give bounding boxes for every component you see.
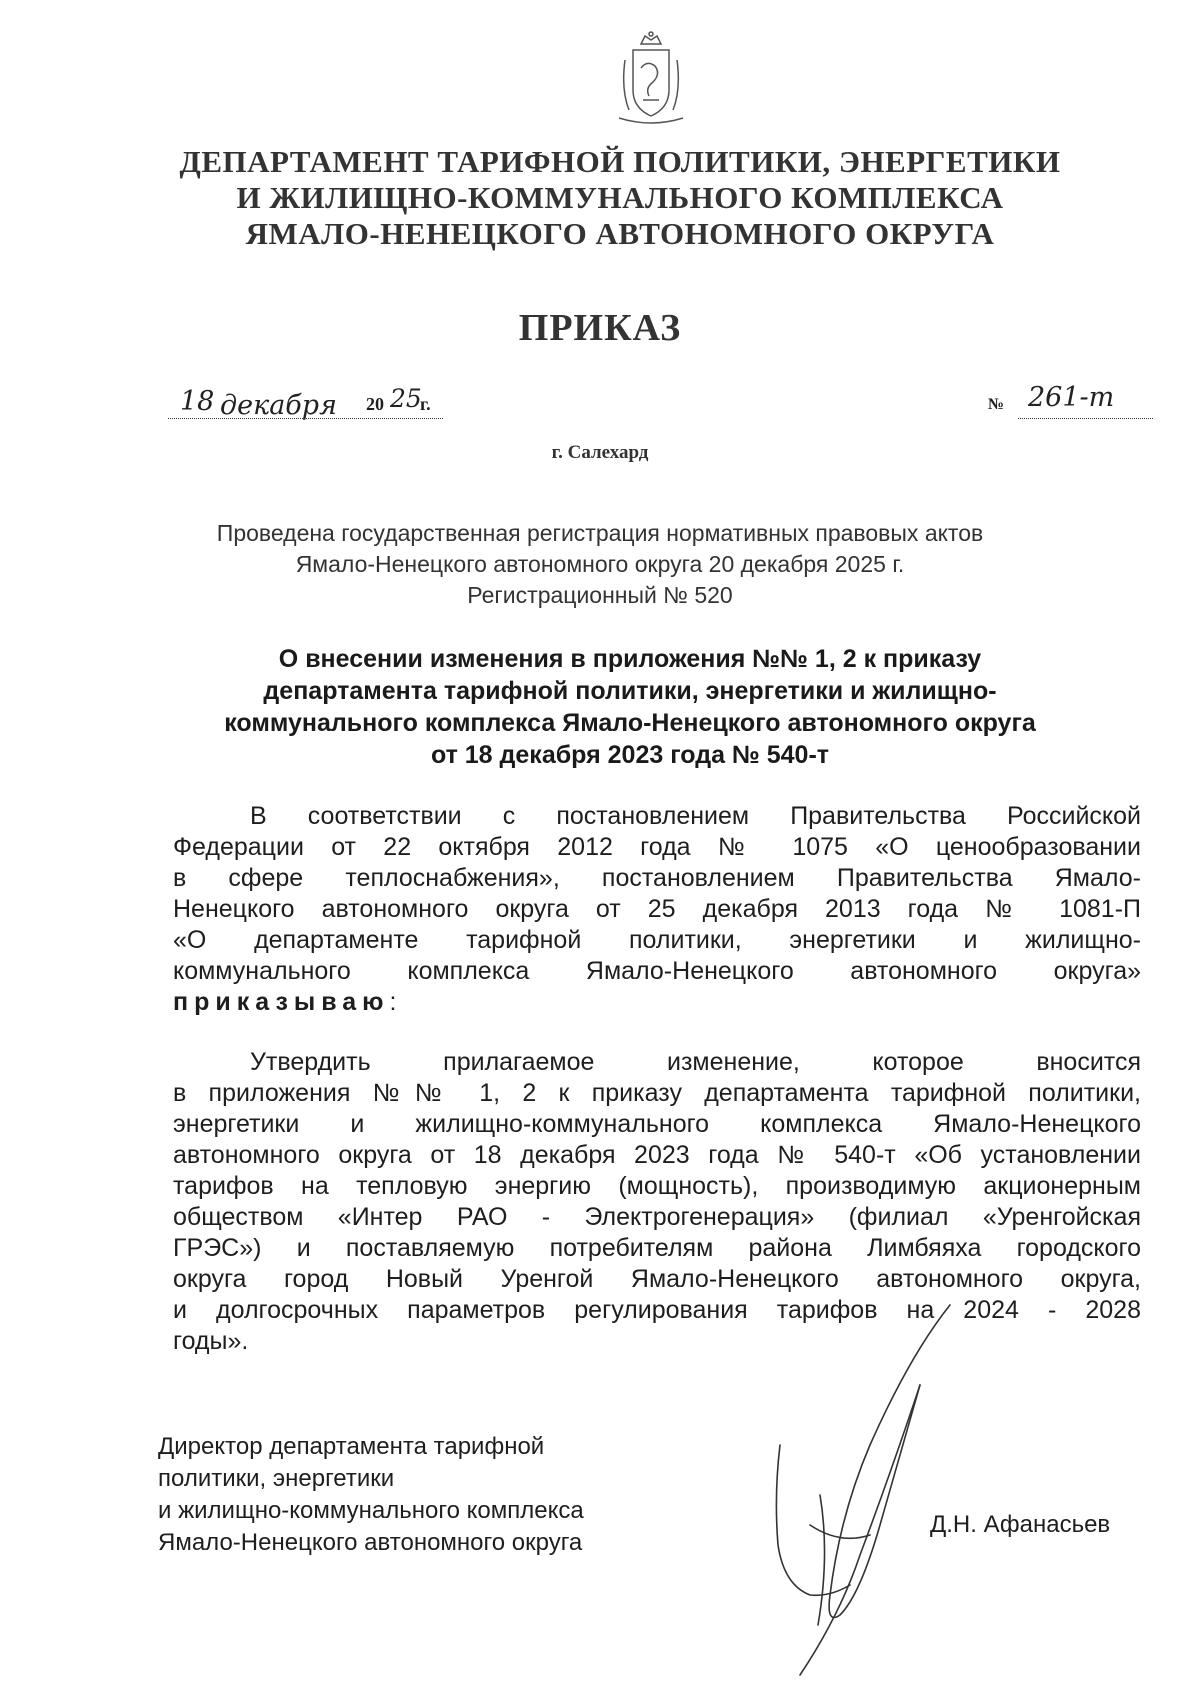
decree-line <box>173 987 1141 1017</box>
department-name-line-2: И ЖИЛИЩНО-КОММУНАЛЬНОГО КОМПЛЕКСА <box>236 180 1004 215</box>
signer-position-line: и жилищно-коммунального комплекса <box>158 1497 584 1524</box>
subject-line-1: О внесении изменения в приложения №№ 1, 2 к приказу <box>278 645 982 673</box>
order-number <box>988 382 1158 428</box>
date-day: 18 <box>180 386 215 417</box>
subject-line-2: департамента тарифной политики, энергетики и жилищно- <box>263 677 997 705</box>
paragraph2-line: автономного округа от 18 декабря 2023 года № 540-т «Об установлении <box>173 1141 1141 1169</box>
document-type-title: ПРИКАЗ <box>518 307 682 349</box>
date-underline <box>168 418 443 419</box>
signer-position-line: Директор департамента тарифной <box>158 1433 545 1460</box>
decree-word: приказываю <box>173 988 390 1016</box>
coat-of-arms-icon <box>611 30 691 130</box>
paragraph1-line: Федерации от 22 октября 2012 года № 1075 «О ценообразовании <box>173 833 1141 861</box>
decree-colon: : <box>389 988 397 1016</box>
subject-line-4: от 18 декабря 2023 года № 540-т <box>430 741 830 769</box>
paragraph1-line: в сфере теплоснабжения», постановлением Правительства Ямало- <box>173 864 1141 892</box>
paragraph2-line: и долгосрочных параметров регулирования тарифов на 2024 - 2028 <box>173 1296 1141 1324</box>
handwritten-signature-icon <box>760 1295 960 1695</box>
paragraph1-line: Ненецкого автономного округа от 25 декабря 2013 года № 1081-П <box>173 895 1141 923</box>
paragraph2-line: Утвердить прилагаемое изменение, которое вносится <box>250 1048 1141 1076</box>
city: г. Салехард <box>551 442 649 463</box>
date-year-unit: г. <box>420 394 431 414</box>
subject-line-3: коммунального комплекса Ямало-Ненецкого автономного округа <box>224 709 1036 737</box>
paragraph2-line: обществом «Интер РАО - Электрогенерация» (филиал «Уренгойская <box>173 1203 1141 1231</box>
paragraph2-line: ГРЭС») и поставляемую потребителям района Лимбяяха городского <box>173 1234 1141 1262</box>
paragraph2-line: тарифов на тепловую энергию (мощность), производимую акционерным <box>173 1172 1141 1200</box>
paragraph1-line: «О департаменте тарифной политики, энергетики и жилищно- <box>173 926 1141 954</box>
paragraph2-line: в приложения №№ 1, 2 к приказу департамента тарифной политики, <box>173 1079 1141 1107</box>
department-name-line-1: ДЕПАРТАМЕНТ ТАРИФНОЙ ПОЛИТИКИ, ЭНЕРГЕТИКИ <box>179 144 1061 179</box>
registration-line-1: Проведена государственная регистрация нормативных правовых актов <box>216 520 984 546</box>
signer-position-line: Ямало-Ненецкого автономного округа <box>158 1529 583 1556</box>
paragraph2-line: округа город Новый Уренгой Ямало-Ненецкого автономного округа, <box>173 1265 1141 1293</box>
number-label: № <box>988 396 1005 413</box>
date-year-prefix: 20 <box>366 394 384 414</box>
order-date <box>168 382 448 428</box>
date-year-suffix: 25 <box>390 384 422 413</box>
paragraph1-line: коммунального комплекса Ямало-Ненецкого автономного округа» <box>173 957 1141 985</box>
paragraph1-line: В соответствии с постановлением Правительства Российской <box>250 802 1141 830</box>
signer-position-line: политики, энергетики <box>158 1465 395 1492</box>
paragraph2-line: энергетики и жилищно-коммунального комплекса Ямало-Ненецкого <box>173 1110 1141 1138</box>
number-underline <box>1018 418 1153 419</box>
date-month: декабря <box>220 390 337 421</box>
signer-name: Д.Н. Афанасьев <box>930 1511 1111 1538</box>
registration-line-2: Ямало-Ненецкого автономного округа 20 декабря 2025 г. <box>295 551 905 577</box>
number-value: 261-т <box>1028 382 1115 413</box>
department-name-line-3: ЯМАЛО-НЕНЕЦКОГО АВТОНОМНОГО ОКРУГА <box>245 216 995 251</box>
paragraph2-line: годы». <box>173 1327 249 1355</box>
registration-line-3: Регистрационный № 520 <box>467 582 733 608</box>
